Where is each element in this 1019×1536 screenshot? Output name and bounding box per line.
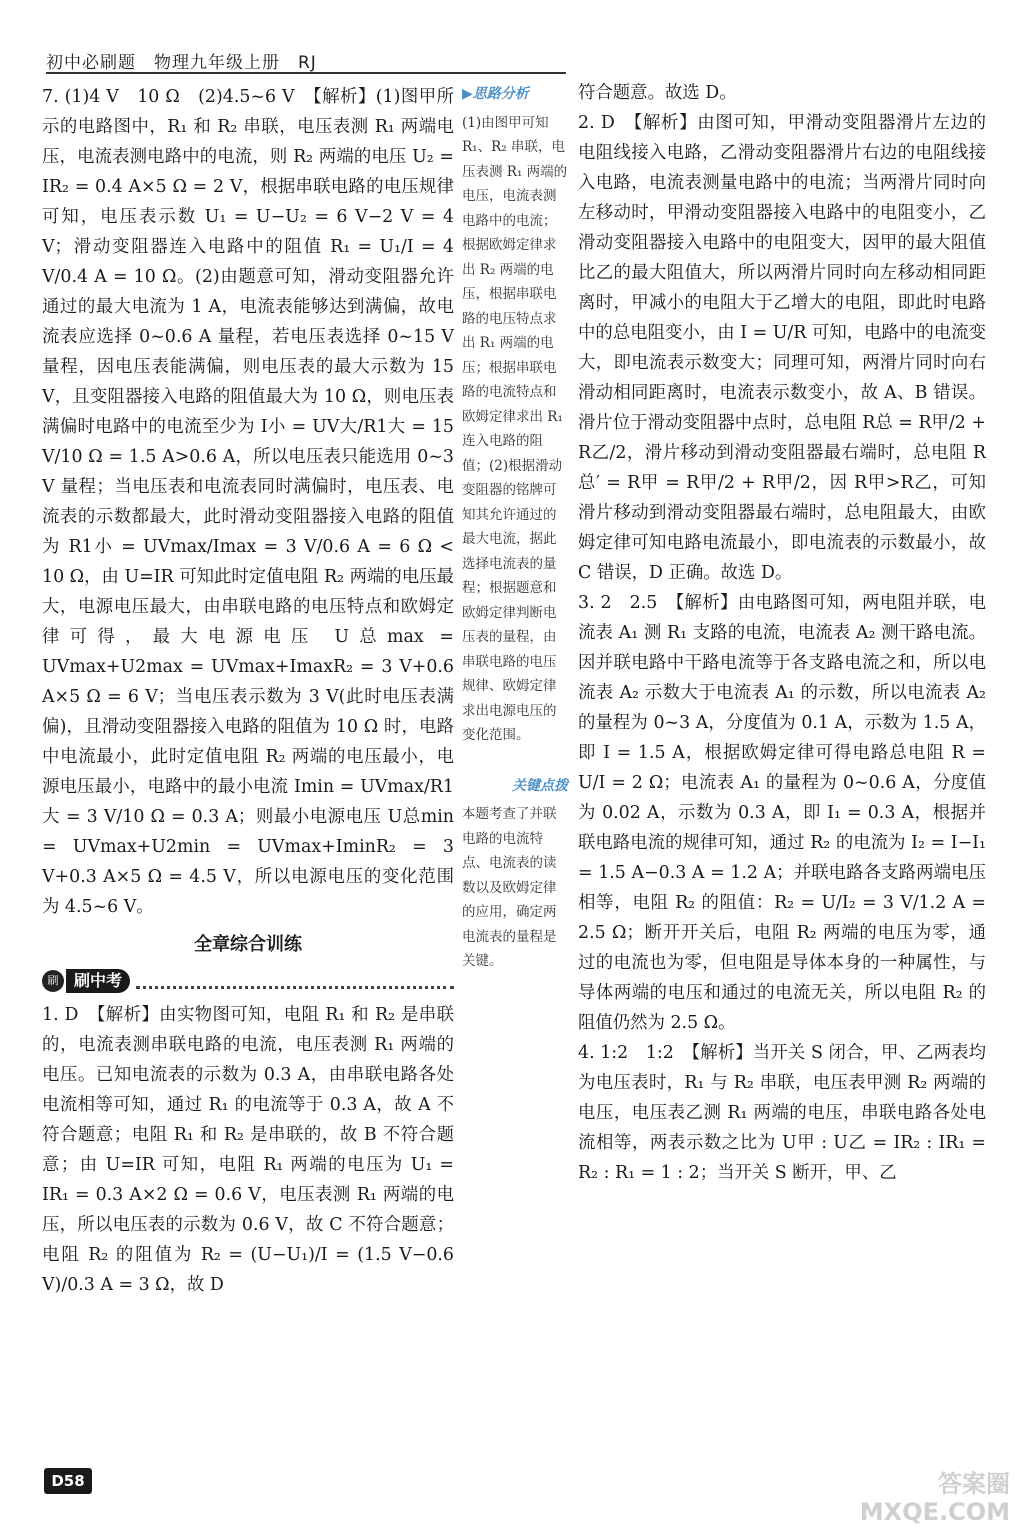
answer-q1: 1. D 【解析】由实物图可知，电阻 R₁ 和 R₂ 是串联的，电流表测串联电路的电流，电压表测 R₁ 两端的电压。已知电流表的示数为 0.3 A，由串联电路各处电流相等可知，通过 R₁ 的电流等于 0.3 A，故 A 不符合题意；电阻 R₁ 和 R₂ 是串联的，故 B 不符合题意；由 U=IR 可知，电阻 R₁ 两端的电压为 U₁ = IR₁ = 0.3 A×2 Ω = 0.6 V，电压表测 R₁ 两端的电压，所以电压表的示数为 0.6 V，故 C 不符合题意；电阻 R₂ 的阻值为 R₂ = (U−U₁)/I = (1.5 V−0.6 V)/0.3 A = 3 Ω，故 D — [42, 1005, 454, 1295]
side-heading-key-points: 关键点拨 — [512, 777, 568, 794]
answer-q3: 3. 2 2.5 【解析】由电路图可知，两电阻并联，电流表 A₁ 测 R₁ 支路的电流，电流表 A₂ 测干路电流。因并联电路中干路电流等于各支路电流之和，所以电流表 A₂ 示数大于电流表 A₁ 的示数，所以电流表 A₂ 的量程为 0~3 A，分度值为 0.1 A，示数为 1.5 A，即 I = 1.5 A，根据欧姆定律可得电路总电阻 R = U/I = 2 Ω；电流表 A₁ 的量程为 0~0.6 A，分度值为 0.02 A，示数为 0.3 A，即 I₁ = 0.3 A，根据并联电路电流的规律可知，通过 R₂ 的电流为 I₂ = I−I₁ = 1.5 A−0.3 A = 1.2 A；并联电路各支路两端电压相等，电阻 R₂ 的阻值：R₂ = U/I₂ = 3 V/1.2 A = 2.5 Ω；断开开关后，电阻 R₂ 两端的电压为零，通过的电流也为零，但电阻是导体本身的一种属性，与导体两端的电压和通过的电流无关，所以电阻 R₂ 的阻值仍然为 2.5 Ω。 — [578, 593, 986, 1033]
side-note-analysis: (1)由图甲可知 R₁、R₂ 串联，电压表测 R₁ 两端的电压，电流表测电路中的电流；根据欧姆定律求出 R₂ 两端的电压，根据串联电路的电压特点求出 R₁ 两端的电压；根据串联电路的电流特点和欧姆定律求出 R₁ 连入电路的阻值；(2)根据滑动变阻器的铭牌可知其允许通过的最大电流，据此选择电流表的量程；根据题意和欧姆定律判断电压表的量程，由串联电路的电压规律、欧姆定律求出电源电压的变化范围。 — [462, 114, 568, 743]
banner-label: 刷中考 — [66, 969, 130, 993]
banner-dotted-rule — [136, 974, 454, 989]
section-banner — [42, 966, 454, 996]
running-header: 初中必刷题 物理九年级上册 RJ — [46, 53, 317, 73]
side-notes-column — [462, 82, 568, 974]
right-column — [578, 78, 986, 1188]
brush-icon: 刷 — [42, 970, 64, 992]
side-note-key-points: 本题考查了并联电路的电流特点、电流表的读数以及欧姆定律的应用，确定两电流表的量程是关键。 — [462, 806, 557, 969]
side-heading-analysis: ▶思路分析 — [462, 86, 529, 102]
page-number: D58 — [44, 1468, 92, 1494]
section-title: 全章综合训练 — [194, 934, 302, 955]
header-rule — [46, 72, 566, 74]
watermark-logo: 答案圈 MXQE.COM — [859, 1470, 1010, 1526]
answer-q4: 4. 1:2 1:2 【解析】当开关 S 闭合，甲、乙两表均为电压表时，R₁ 与 R₂ 串联，电压表甲测 R₂ 两端的电压，电压表乙测 R₁ 两端的电压，串联电路各处电流相等，两表示数之比为 U甲 : U乙 = IR₂ : IR₁ = R₂ : R₁ = 1 : 2；当开关 S 断开，甲、乙 — [578, 1043, 986, 1183]
answer-q7: 7. (1)4 V 10 Ω (2)4.5~6 V 【解析】(1)图甲所示的电路图中，R₁ 和 R₂ 串联，电压表测 R₁ 两端电压，电流表测电路中的电流，则 R₂ 两端的电压 U₂ = IR₂ = 0.4 A×5 Ω = 2 V，根据串联电路的电压规律可知，电压表示数 U₁ = U−U₂ = 6 V−2 V = 4 V；滑动变阻器连入电路中的阻值 R₁ = U₁/I = 4 V/0.4 A = 10 Ω。(2)由题意可知，滑动变阻器允许通过的最大电流为 1 A，电流表能够达到满偏，故电流表应选择 0~0.6 A 量程，若电压表选择 0~15 V 量程，因电压表能满偏，则电压表的最大示数为 15 V，且变阻器接入电路的阻值最大为 10 Ω，则电压表满偏时电路中的电流至少为 I小 = UV大/R1大 = 15 V/10 Ω = 1.5 A>0.6 A，所以电压表只能选用 0~3 V 量程；当电压表和电流表同时满偏时，电压表、电流表的示数都最大，此时滑动变阻器接入电路的阻值为 R1小 = UVmax/Imax = 3 V/0.6 A = 6 Ω < 10 Ω，由 U=IR 可知此时定值电阻 R₂ 两端的电压最大，电源电压最大，由串联电路的电压特点和欧姆定律可得，最大电源电压 U总max = UVmax+U2max = UVmax+ImaxR₂ = 3 V+0.6 A×5 Ω = 6 V；当电压表示数为 3 V(此时电压表满偏)，且滑动变阻器接入电路的阻值为 10 Ω 时，电路中电流最小，此时定值电阻 R₂ 两端的电压最小，电源电压最小，电路中的最小电流 Imin = UVmax/R1大 = 3 V/10 Ω = 0.3 A；则最小电源电压 U总min = UVmax+U2min = UVmax+IminR₂ = 3 V+0.3 A×5 Ω = 4.5 V，所以电源电压的变化范围为 4.5~6 V。 — [42, 87, 454, 917]
answer-q1-tail: 符合题意。故选 D。 — [578, 83, 737, 103]
answer-q2: 2. D 【解析】由图可知，甲滑动变阻器滑片左边的电阻线接入电路，乙滑动变阻器滑片右边的电阻线接入电路，电流表测量电路中的电流；当两滑片同时向左移动时，甲滑动变阻器接入电路中的电阻变小，乙滑动变阻器接入电路中的电阻变大，因甲的最大阻值比乙的最大阻值大，所以两滑片同时向左移动相同距离时，甲减小的电阻大于乙增大的电阻，即此时电路中的总电阻变小，由 I = U/R 可知，电路中的电流变大，即电流表示数变大；同理可知，两滑片同时向右滑动相同距离时，电流表示数变小，故 A、B 错误。滑片位于滑动变阻器中点时，总电阻 R总 = R甲/2 + R乙/2，滑片移动到滑动变阻器最右端时，总电阻 R总′ = R甲 = R甲/2 + R甲/2，因 R甲>R乙，可知滑片移动到滑动变阻器最右端时，总电阻最大，由欧姆定律可知电路电流最小，即电流表的示数最小，故 C 错误，D 正确。故选 D。 — [578, 113, 986, 583]
main-column — [42, 82, 454, 1300]
